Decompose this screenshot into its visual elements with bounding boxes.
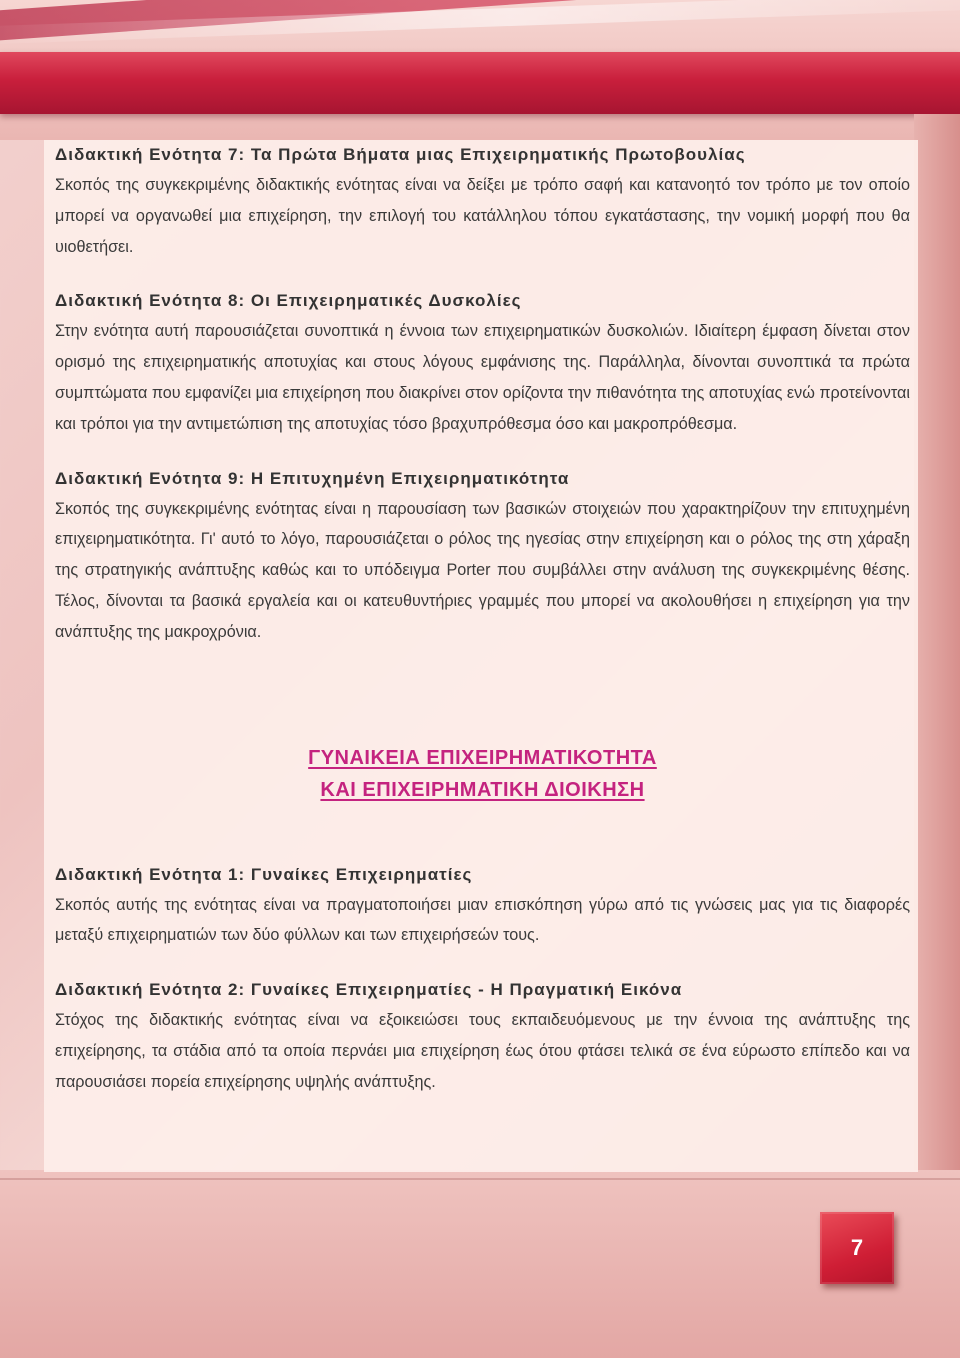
unit-8-section — [55, 286, 910, 439]
women-unit-2-text: Στόχος της διδακτικής ενότητας είναι να εξοικειώσει τους εκπαιδευόμενους με την έννοια της ανάπτυξης της επιχείρησης, τα στάδια από τα οποία περνάει μια επιχείρηση έως ότου φτάσει τελικά σε ένα εύρωστο επίπεδο και να παρουσιάσει πορεία επιχείρησης υψηλής ανάπτυξης. — [55, 1011, 910, 1091]
women-unit-1-heading: Διδακτική Ενότητα 1: Γυναίκες Επιχειρηματίες — [55, 864, 473, 884]
unit-9-heading: Διδακτική Ενότητα 9: Η Επιτυχημένη Επιχειρηματικότητα — [55, 468, 570, 488]
footer-background — [0, 1170, 960, 1358]
unit-7-section — [55, 140, 910, 262]
unit-7-heading: Διδακτική Ενότητα 7: Τα Πρώτα Βήματα μιας Επιχειρηματικής Πρωτοβουλίας — [55, 145, 746, 164]
header-band — [0, 52, 960, 114]
women-unit-1-section — [55, 860, 910, 952]
module-title-line-1: ΓΥΝΑΙΚΕΙΑ ΕΠΙΧΕΙΡΗΜΑΤΙΚΟΤΗΤΑ — [308, 746, 657, 769]
unit-9-text: Σκοπός της συγκεκριμένης ενότητας είναι η παρουσίαση των βασικών στοιχειών που χαρακτηρίζουν την επιτυχημένη επιχειρηματικότητα. Γι' αυτό το λόγο, παρουσιάζεται ο ρόλος της ηγεσίας στην επιχείρηση και ο ρόλος της στη χάραξη της στρατηγικής ανάπτυξης καθώς και το υπόδειγμα Porter που συμβάλλει στην ανάλυση της συγκεκριμένης θέσης. Τέλος, δίνονται τα βασικά εργαλεία και οι κατευθυντήριες γραμμές που μπορεί να ακολουθήσει η επιχείρηση για την ανάπτυξης της μακροχρόνια. — [55, 499, 910, 641]
page-number: 7 — [850, 1235, 864, 1260]
unit-8-text: Στην ενότητα αυτή παρουσιάζεται συνοπτικά η έννοια των επιχειρηματικών δυσκολιών. Ιδιαίτερη έμφαση δίνεται στον ορισμό της επιχειρηματικής αποτυχίας και στους λόγους εμφάνισης της. Παράλληλα, δίνονται συνοπτικά τα πρώτα συμπτώματα που εμφανίζει μια επιχείρηση που διακρίνει στον ορίζοντα την πιθανότητα της αποτυχίας ενώ προτείνονται και τρόποι για την αντιμετώπιση της αποτυχίας τόσο βραχυπρόθεσμα όσο και μακροπρόθεσμα. — [55, 322, 911, 433]
page-number-badge — [820, 1212, 894, 1284]
women-unit-2-heading: Διδακτική Ενότητα 2: Γυναίκες Επιχειρηματίες - Η Πραγματική Εικόνα — [55, 980, 683, 1000]
women-unit-2-section — [55, 975, 910, 1097]
unit-7-text: Σκοπός της συγκεκριμένης διδακτικής ενότητας είναι να δείξει με τρόπο σαφή και κατανοητό τον τρόπο με τον οποίο μπορεί να οργανωθεί μια επιχείρηση, την επιλογή του κατάλληλου τόπου εγκατάστασης, την νομική μορφή που θα υιοθετήσει. — [55, 176, 910, 256]
page-content — [55, 140, 910, 1098]
women-unit-1-text: Σκοπός αυτής της ενότητας είναι να πραγματοποιήσει μιαν επισκόπηση γύρω από τις γνώσεις μας για τις διαφορές μεταξύ επιχειρηματιών των δύο φύλλων και των επιχειρήσεών τους. — [55, 895, 910, 945]
module-title — [55, 742, 910, 806]
footer-line — [0, 1178, 960, 1180]
unit-9-section — [55, 464, 910, 648]
module-title-line-2: ΚΑΙ ΕΠΙΧΕΙΡΗΜΑΤΙΚΗ ΔΙΟΙΚΗΣΗ — [320, 778, 645, 801]
unit-8-heading: Διδακτική Ενότητα 8: Οι Επιχειρηματικές Δυσκολίες — [55, 291, 522, 311]
